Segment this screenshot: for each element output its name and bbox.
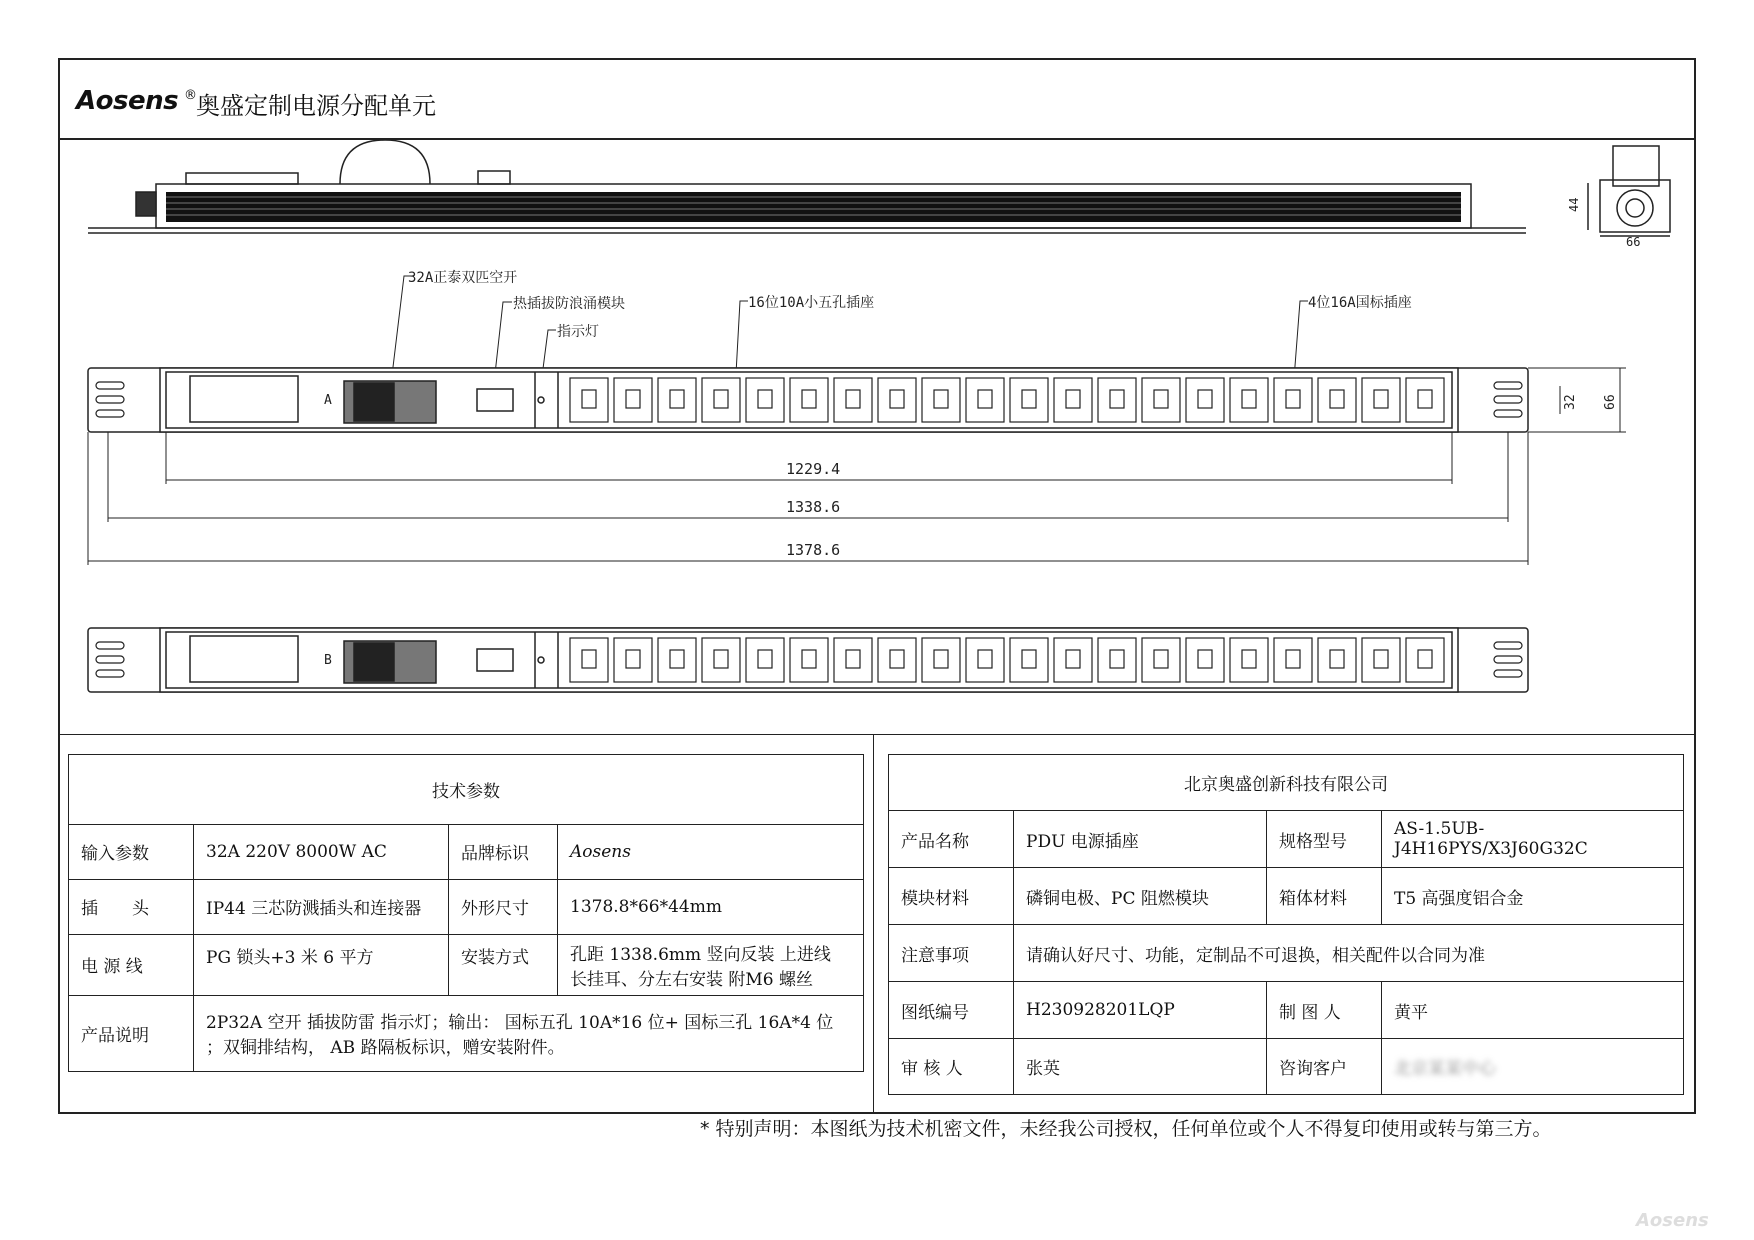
- model-value: AS-1.5UB-J4H16PYS/X3J60G32C: [1382, 811, 1684, 868]
- desc-label: 产品说明: [69, 995, 194, 1071]
- top-view: [88, 140, 1526, 233]
- note-value: 请确认好尺寸、功能，定制品不可退换，相关配件以合同为准: [1014, 925, 1684, 982]
- company-heading: 北京奥盛创新科技有限公司: [889, 755, 1684, 811]
- drawing-no-label: 图纸编号: [889, 982, 1014, 1039]
- desc-value: 2P32A 空开 插拔防雷 指示灯；输出： 国标五孔 10A*16 位+ 国标三孔 16A*4 位 ；双铜排结构， AB 路隔板标识，赠安装附件。: [194, 995, 864, 1071]
- company-table: [888, 754, 1684, 1095]
- size-label: 外形尺寸: [449, 879, 558, 934]
- drawing-no-value: H230928201LQP: [1014, 982, 1267, 1039]
- section-divider: [58, 734, 1696, 735]
- panel-b-label: B: [324, 653, 332, 668]
- confidentiality-notice: * 特别声明：本图纸为技术机密文件，未经我公司授权，任何单位或个人不得复印使用或转与第三方。: [700, 1118, 1552, 1140]
- model-label: 规格型号: [1267, 811, 1382, 868]
- cable-value: PG 锁头+3 米 6 平方: [194, 934, 449, 995]
- dimension-outer-height: 66: [1603, 394, 1618, 410]
- client-label: 咨询客户: [1267, 1039, 1382, 1095]
- plug-value: IP44 三芯防溅插头和连接器: [194, 879, 449, 934]
- reviewer-value: 张英: [1014, 1039, 1267, 1095]
- callout-national-outlets: 4位16A国标插座: [1308, 295, 1412, 311]
- input-label: 输入参数: [69, 824, 194, 879]
- tech-params-table: [68, 754, 864, 1072]
- callout-breaker: 32A正泰双匹空开: [408, 270, 518, 286]
- mount-label: 安装方式: [449, 934, 558, 995]
- drafter-value: 黄平: [1382, 982, 1684, 1039]
- brand-logo: Aosens: [76, 86, 179, 116]
- module-label: 模块材料: [889, 868, 1014, 925]
- dimension-inner-height: 32: [1563, 394, 1578, 410]
- dimension-2: 1338.6: [786, 498, 841, 516]
- plug-label: 插 头: [69, 879, 194, 934]
- callout-indicator: 指示灯: [557, 324, 599, 340]
- side-view: [1588, 146, 1670, 236]
- brand-label: 品牌标识: [449, 824, 558, 879]
- drafter-label: 制 图 人: [1267, 982, 1382, 1039]
- mount-value: 孔距 1338.6mm 竖向反装 上进线 长挂耳、分左右安装 附M6 螺丝: [558, 934, 864, 995]
- client-value: 北京某某中心: [1382, 1039, 1684, 1095]
- product-name-value: PDU 电源插座: [1014, 811, 1267, 868]
- side-width-label: 66: [1626, 235, 1641, 249]
- tech-table-heading: 技术参数: [69, 755, 864, 825]
- product-name-label: 产品名称: [889, 811, 1014, 868]
- side-height-label: 44: [1567, 197, 1581, 212]
- dimension-1: 1229.4: [786, 460, 841, 478]
- size-value: 1378.8*66*44mm: [558, 879, 864, 934]
- reviewer-label: 审 核 人: [889, 1039, 1014, 1095]
- callout-surge: 热插拔防浪涌模块: [513, 296, 625, 312]
- dimension-3: 1378.6: [786, 541, 841, 559]
- callout-small-outlets: 16位10A小五孔插座: [748, 295, 875, 311]
- page-title: 奥盛定制电源分配单元: [196, 92, 436, 120]
- section-divider-vertical: [873, 734, 874, 1114]
- input-value: 32A 220V 8000W AC: [194, 824, 449, 879]
- module-value: 磷铜电极、PC 阻燃模块: [1014, 868, 1267, 925]
- note-label: 注意事项: [889, 925, 1014, 982]
- watermark-logo: Aosens: [1636, 1210, 1709, 1231]
- cable-label: 电 源 线: [69, 934, 194, 995]
- brand-value: Aosens: [558, 824, 864, 879]
- case-label: 箱体材料: [1267, 868, 1382, 925]
- registered-mark: ®: [184, 88, 197, 103]
- panel-a-label: A: [324, 393, 332, 408]
- case-value: T5 高强度铝合金: [1382, 868, 1684, 925]
